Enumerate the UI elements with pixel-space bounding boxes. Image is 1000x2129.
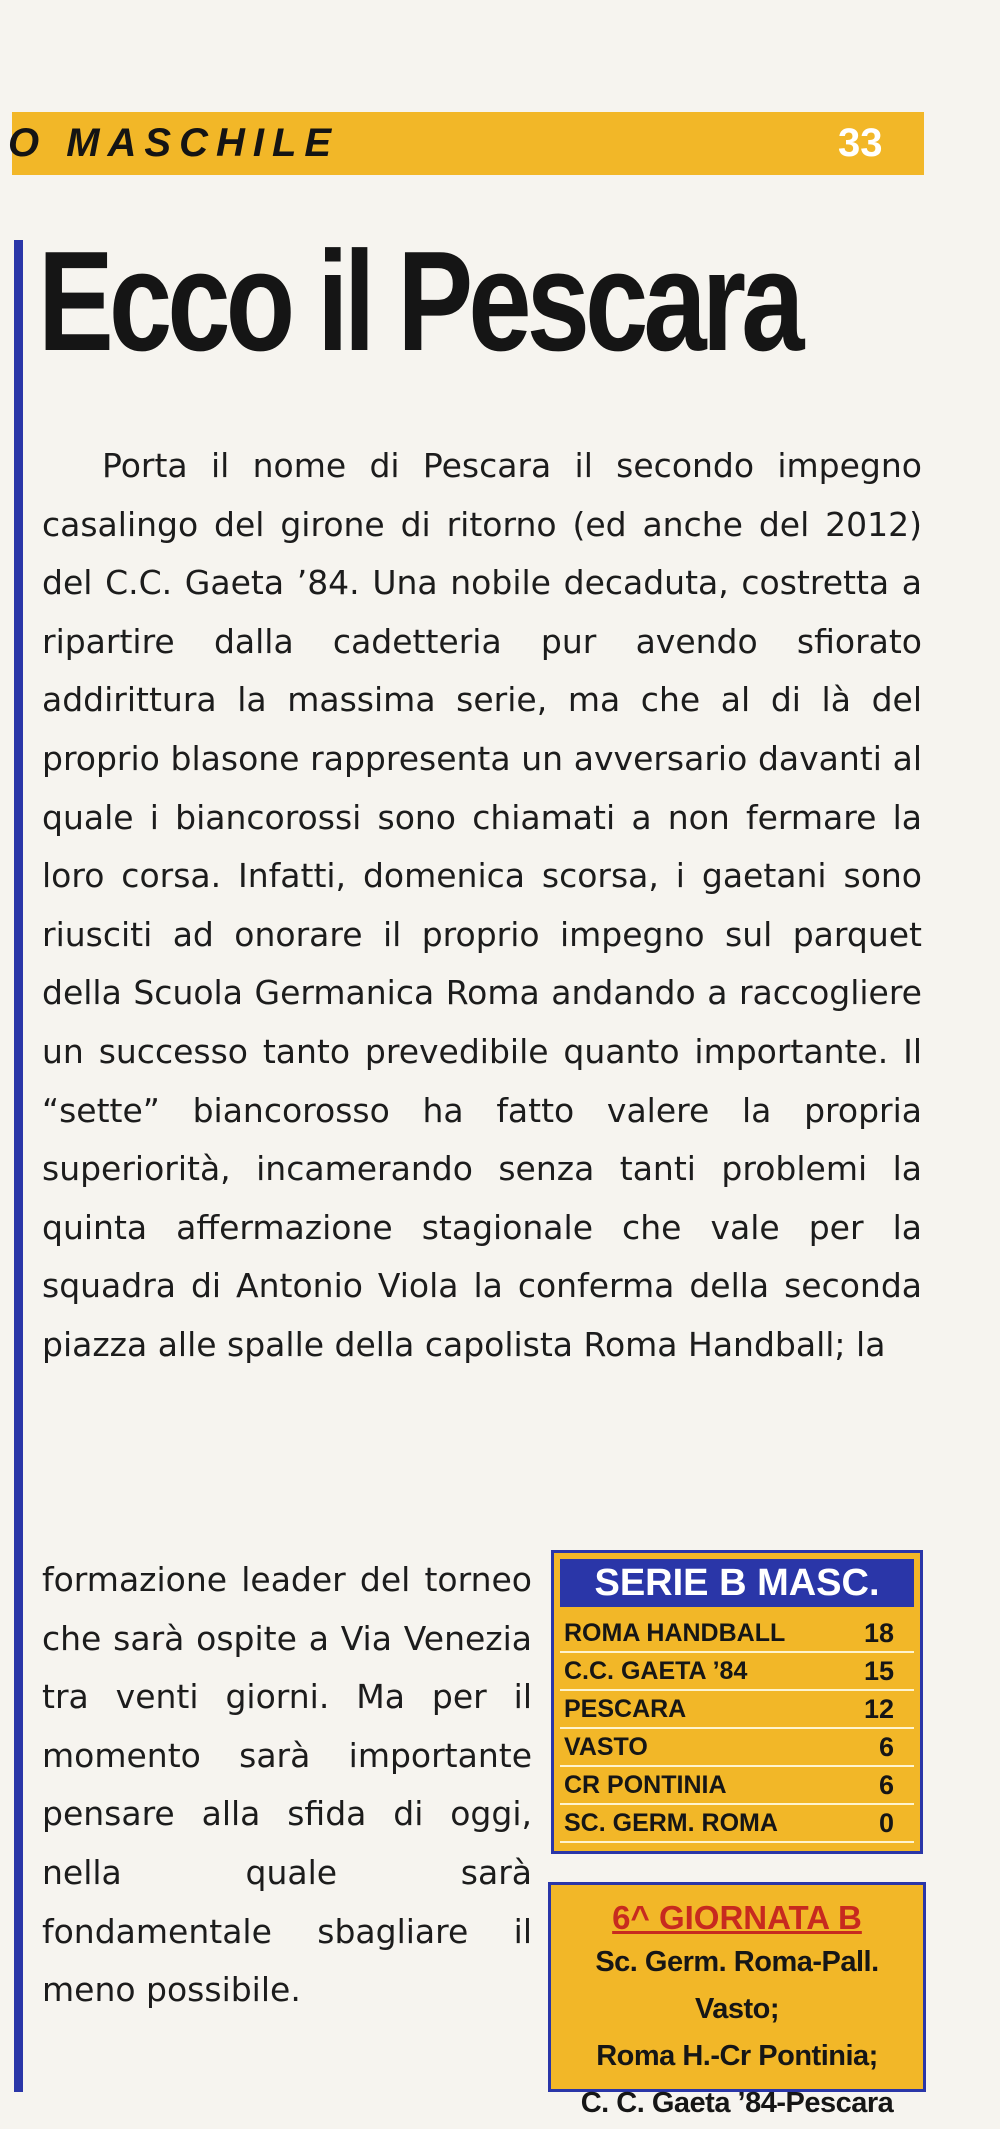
standings-points: 12 bbox=[863, 1694, 894, 1724]
standings-team: CR PONTINIA bbox=[564, 1771, 727, 1799]
standings-team: SC. GERM. ROMA bbox=[564, 1809, 778, 1837]
fixture-line: Roma H.-Cr Pontinia; bbox=[596, 2040, 878, 2072]
page-number: 33 bbox=[838, 121, 883, 165]
standings-team: PESCARA bbox=[564, 1695, 687, 1723]
standings-title: SERIE B MASC. bbox=[560, 1559, 914, 1607]
standings-points: 18 bbox=[863, 1618, 894, 1648]
standings-row bbox=[560, 1805, 914, 1843]
standings-box bbox=[551, 1550, 923, 1854]
article-headline: Ecco il Pescara bbox=[38, 222, 800, 381]
standings-row bbox=[560, 1767, 914, 1805]
standings-row bbox=[560, 1653, 914, 1691]
fixtures-title: 6^ GIORNATA B bbox=[612, 1899, 862, 1936]
standings-row bbox=[560, 1729, 914, 1767]
standings-points: 15 bbox=[863, 1656, 894, 1686]
fixture-line: C. C. Gaeta ’84-Pescara bbox=[580, 2087, 894, 2119]
standings-row bbox=[560, 1615, 914, 1653]
section-title: O MASCHILE bbox=[8, 121, 340, 165]
article-body-narrow-column: formazione leader del torneo che sarà ospite a Via Venezia tra venti giorni. Ma per il momento sarà importante pensare alla sfida di oggi, nella quale sarà fondamentale sbagliare il meno possibile. bbox=[42, 1560, 532, 2010]
standings-team: VASTO bbox=[564, 1733, 648, 1761]
standings-points: 0 bbox=[878, 1808, 894, 1838]
left-blue-rule bbox=[14, 240, 23, 2092]
standings-points: 6 bbox=[878, 1770, 894, 1800]
standings-table bbox=[560, 1615, 914, 1843]
standings-team: ROMA HANDBALL bbox=[564, 1619, 786, 1647]
fixtures-box bbox=[548, 1882, 926, 2119]
article-body-full-width: Porta il nome di Pescara il secondo impegno casalingo del girone di ritorno (ed anche del 2012) del C.C. Gaeta ’84. Una nobile decaduta, costretta a ripartire dalla cadetteria pur avendo sfiorato addirittura la massima serie, ma che al di là del proprio blasone rappresenta un avversario davanti al quale i biancorossi sono chiamati a non fermare la loro corsa. Infatti, domenica scorsa, i gaetani sono riusciti ad onorare il proprio impegno sul parquet della Scuola Germanica Roma andando a raccogliere un successo tanto prevedibile quanto importante. Il “sette” biancorosso ha fatto valere la propria superiorità, incamerando senza tanti problemi la quinta affermazione stagionale che vale per la squadra di Antonio Viola la conferma della seconda piazza alle spalle della capolista Roma Handball; la bbox=[42, 446, 922, 1364]
standings-points: 6 bbox=[878, 1732, 894, 1762]
standings-row bbox=[560, 1691, 914, 1729]
fixture-line: Sc. Germ. Roma-Pall. Vasto; bbox=[595, 1946, 879, 2025]
standings-team: C.C. GAETA ’84 bbox=[564, 1657, 748, 1685]
